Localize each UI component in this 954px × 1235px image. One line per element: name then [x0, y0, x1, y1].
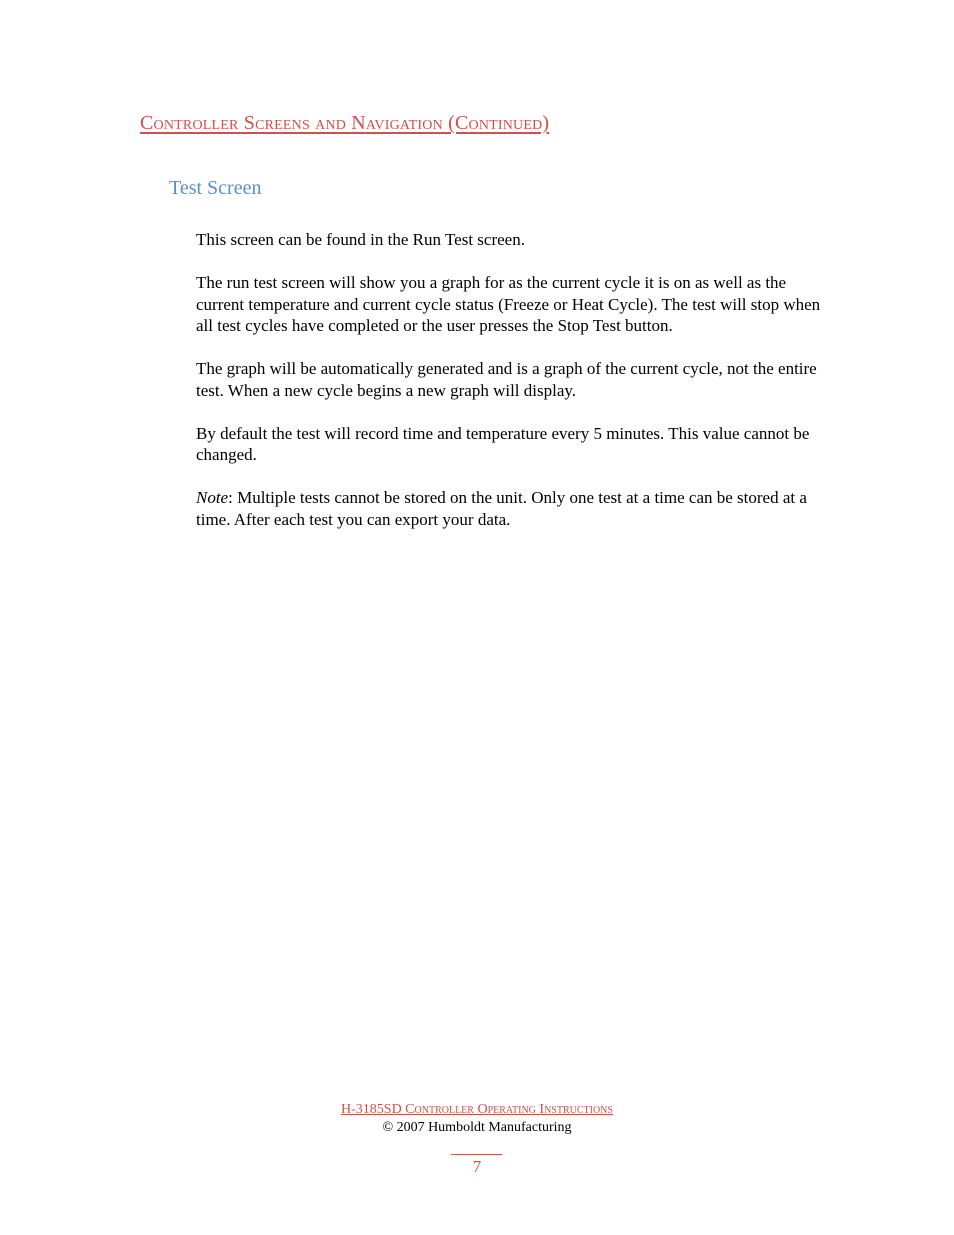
- footer-copyright: © 2007 Humboldt Manufacturing: [382, 1120, 572, 1135]
- page-number-rule: [451, 1154, 502, 1155]
- paragraph-note: [196, 487, 821, 530]
- paragraph-run-test: The run test screen will show you a graph for as the current cycle it is on as well as the current temperature and current cycle status (Freeze or Heat Cycle). The test will stop when all test cycles have completed or the user presses the Stop Test button.: [196, 273, 821, 335]
- paragraph-record-interval: By default the test will record time and temperature every 5 minutes. This value cannot be changed.: [196, 423, 810, 464]
- page-number: 7: [472, 1157, 482, 1176]
- paragraph-location: This screen can be found in the Run Test screen.: [196, 230, 525, 249]
- page-footer: [0, 1101, 954, 1137]
- note-label: Note: [196, 488, 229, 507]
- section-heading: Controller Screens and Navigation (Continued): [140, 112, 550, 134]
- paragraph-graph: The graph will be automatically generated and is a graph of the current cycle, not the entire test. When a new cycle begins a new graph will display.: [196, 359, 817, 400]
- note-text: : Multiple tests cannot be stored on the unit. Only one test at a time can be stored at a time. After each test you can export your data.: [196, 488, 807, 529]
- footer-document-title: H-3185SD Controller Operating Instructions: [341, 1102, 613, 1117]
- subsection-heading: Test Screen: [169, 177, 262, 199]
- body-text: [196, 229, 821, 552]
